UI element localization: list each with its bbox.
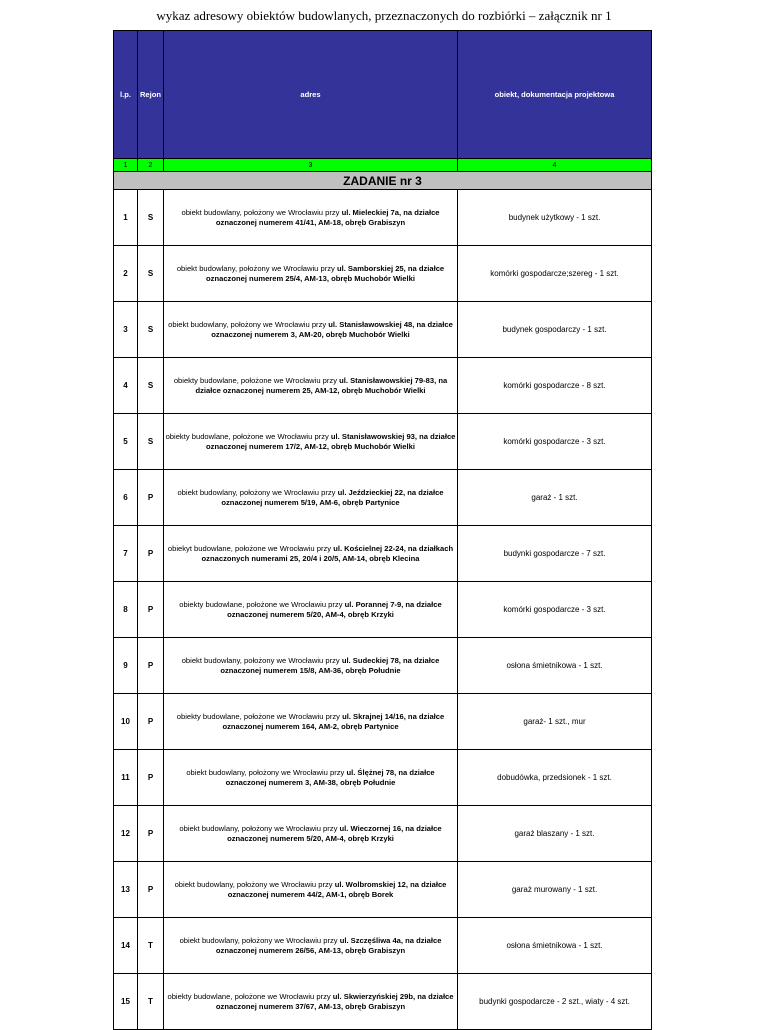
table-row (114, 974, 652, 1030)
row-adres (164, 694, 458, 750)
adres-intro: obiekt budowlany, położony we Wrocławiu przy (179, 823, 340, 833)
adres-intro: obiekty budowlane, położone we Wrocławiu przy (167, 991, 333, 1001)
adres-detail: ul. Skrajnej 14/16, na działce oznaczonej numerem 164, AM-2, obręb Partynice (222, 711, 445, 731)
adres-detail: ul. Samborskiej 25, na działce oznaczonej numerem 25/4, AM-13, obręb Muchobór Wielki (206, 263, 445, 283)
row-adres (164, 918, 458, 974)
section-row (114, 172, 652, 190)
row-rejon: P (138, 750, 164, 806)
row-rejon: S (138, 302, 164, 358)
row-obiekt: komórki gospodarcze - 3 szt. (458, 414, 652, 470)
row-adres (164, 806, 458, 862)
table-row (114, 190, 652, 246)
adres-detail: ul. Jeździeckiej 22, na działce oznaczonej numerem 5/19, AM-6, obręb Partynice (221, 487, 444, 507)
row-lp: 14 (114, 918, 138, 974)
row-rejon: S (138, 246, 164, 302)
table-row (114, 694, 652, 750)
row-lp: 12 (114, 806, 138, 862)
adres-intro: obiekt budowlany, położony we Wrocławiu przy (176, 263, 337, 273)
row-rejon: P (138, 694, 164, 750)
row-rejon: S (138, 358, 164, 414)
table-row (114, 526, 652, 582)
row-lp: 3 (114, 302, 138, 358)
row-obiekt: komórki gospodarcze;szereg - 1 szt. (458, 246, 652, 302)
row-lp: 6 (114, 470, 138, 526)
row-rejon: P (138, 526, 164, 582)
adres-detail: ul. Stanisławowskiej 48, na działce oznaczonej numerem 3, AM-20, obręb Muchobór Wielki (211, 319, 453, 339)
column-number: 2 (138, 159, 164, 172)
row-lp: 9 (114, 638, 138, 694)
row-obiekt: komórki gospodarcze - 8 szt. (458, 358, 652, 414)
row-obiekt: garaż blaszany - 1 szt. (458, 806, 652, 862)
table-row (114, 862, 652, 918)
adres-intro: obiekt budowlany, położony we Wrocławiu przy (168, 319, 329, 329)
row-rejon: S (138, 190, 164, 246)
row-lp: 2 (114, 246, 138, 302)
adres-detail: ul. Sudeckiej 78, na działce oznaczonej numerem 15/8, AM-36, obręb Południe (220, 655, 440, 675)
table-row (114, 806, 652, 862)
column-number: 4 (458, 159, 652, 172)
row-obiekt: garaż murowany - 1 szt. (458, 862, 652, 918)
row-adres (164, 638, 458, 694)
row-lp: 1 (114, 190, 138, 246)
row-obiekt: budynki gospodarcze - 7 szt. (458, 526, 652, 582)
adres-detail: ul. Wieczornej 16, na działce oznaczonej numerem 5/20, AM-4, obręb Krzyki (227, 823, 442, 843)
adres-intro: obiekt budowlany, położony we Wrocławiu przy (174, 879, 335, 889)
header-obiekt: obiekt, dokumentacja projektowa (458, 31, 652, 159)
row-adres (164, 414, 458, 470)
row-obiekt: osłona śmietnikowa - 1 szt. (458, 638, 652, 694)
adres-detail: ul. Stanisławowskiej 79-83, na działce oznaczonej numerem 25, AM-12, obręb Muchobór Wielki (195, 375, 448, 395)
demolition-table (113, 30, 652, 1030)
adres-intro: obiekty budowlane, położone we Wrocławiu przy (176, 711, 343, 721)
row-adres (164, 246, 458, 302)
row-lp: 15 (114, 974, 138, 1030)
adres-intro: obiekty budowlane, położone we Wrocławiu przy (165, 431, 331, 441)
adres-intro: obiekt budowlany, położony we Wrocławiu przy (186, 767, 347, 777)
row-adres (164, 974, 458, 1030)
row-adres (164, 190, 458, 246)
adres-detail: ul. Wolbromskiej 12, na działce oznaczonej numerem 44/2, AM-1, obręb Borek (227, 879, 447, 899)
table-row (114, 582, 652, 638)
row-lp: 7 (114, 526, 138, 582)
adres-detail: ul. Porannej 7-9, na działce oznaczonej numerem 5/20, AM-4, obręb Krzyki (227, 599, 442, 619)
row-obiekt: budynek gospodarczy - 1 szt. (458, 302, 652, 358)
row-rejon: P (138, 638, 164, 694)
table-row (114, 638, 652, 694)
adres-detail: ul. Mieleckiej 7a, na działce oznaczonej numerem 41/41, AM-18, obręb Grabiszyn (215, 207, 440, 227)
adres-intro: obiekyt budowlane, położone we Wrocławiu przy (167, 543, 334, 553)
column-number-row (114, 159, 652, 172)
row-lp: 5 (114, 414, 138, 470)
row-rejon: P (138, 862, 164, 918)
row-lp: 10 (114, 694, 138, 750)
row-adres (164, 582, 458, 638)
row-adres (164, 470, 458, 526)
adres-detail: ul. Ślężnej 78, na działce oznaczonej numerem 3, AM-38, obręb Południe (225, 767, 435, 787)
row-lp: 13 (114, 862, 138, 918)
header-adres: adres (164, 31, 458, 159)
header-lp: l.p. (114, 31, 138, 159)
row-rejon: P (138, 806, 164, 862)
table-row (114, 358, 652, 414)
table-row (114, 470, 652, 526)
adres-intro: obiekt budowlany, położony we Wrocławiu przy (177, 487, 338, 497)
row-rejon: S (138, 414, 164, 470)
row-obiekt: osłona śmietnikowa - 1 szt. (458, 918, 652, 974)
row-adres (164, 750, 458, 806)
row-obiekt: budynek użytkowy - 1 szt. (458, 190, 652, 246)
table-body (114, 190, 652, 1030)
section-title: ZADANIE nr 3 (114, 172, 652, 190)
column-number: 1 (114, 159, 138, 172)
table-row (114, 302, 652, 358)
row-adres (164, 302, 458, 358)
row-lp: 4 (114, 358, 138, 414)
column-number: 3 (164, 159, 458, 172)
table-row (114, 918, 652, 974)
row-lp: 11 (114, 750, 138, 806)
row-obiekt: budynki gospodarcze - 2 szt., wiaty - 4 szt. (458, 974, 652, 1030)
table-row (114, 414, 652, 470)
document-title: wykaz adresowy obiektów budowlanych, przeznaczonych do rozbiórki – załącznik nr 1 (156, 8, 612, 23)
row-obiekt: dobudówka, przedsionek - 1 szt. (458, 750, 652, 806)
row-obiekt: garaż- 1 szt., mur (458, 694, 652, 750)
row-rejon: T (138, 974, 164, 1030)
row-rejon: P (138, 582, 164, 638)
adres-detail: ul. Szczęśliwa 4a, na działce oznaczonej numerem 26/56, AM-13, obręb Grabiszyn (215, 935, 442, 955)
adres-intro: obiekty budowlane, położone we Wrocławiu przy (179, 599, 345, 609)
row-obiekt: garaż - 1 szt. (458, 470, 652, 526)
row-obiekt: komórki gospodarcze - 3 szt. (458, 582, 652, 638)
row-rejon: P (138, 470, 164, 526)
adres-intro: obiekt budowlany, położony we Wrocławiu przy (181, 655, 342, 665)
adres-intro: obiekt budowlany, położony we Wrocławiu przy (181, 207, 342, 217)
row-adres (164, 862, 458, 918)
adres-intro: obiekty budowlane, położone we Wrocławiu przy (173, 375, 340, 385)
adres-detail: ul. Kościelnej 22-24, na działkach oznaczonych numerami 25, 20/4 i 20/5, AM-14, obręb Klecina (201, 543, 454, 563)
row-lp: 8 (114, 582, 138, 638)
adres-intro: obiekt budowlany, położony we Wrocławiu przy (179, 935, 340, 945)
header-rejon: Rejon (138, 31, 164, 159)
row-rejon: T (138, 918, 164, 974)
adres-detail: ul. Skwierzyńskiej 29b, na działce oznaczonej numerem 37/67, AM-13, obręb Grabiszyn (215, 991, 454, 1011)
row-adres (164, 358, 458, 414)
header-row (114, 31, 652, 159)
row-adres (164, 526, 458, 582)
table-row (114, 750, 652, 806)
adres-detail: ul. Stanisławowskiej 93, na działce oznaczonej numerem 17/2, AM-12, obręb Muchobór Wielki (206, 431, 456, 451)
table-row (114, 246, 652, 302)
